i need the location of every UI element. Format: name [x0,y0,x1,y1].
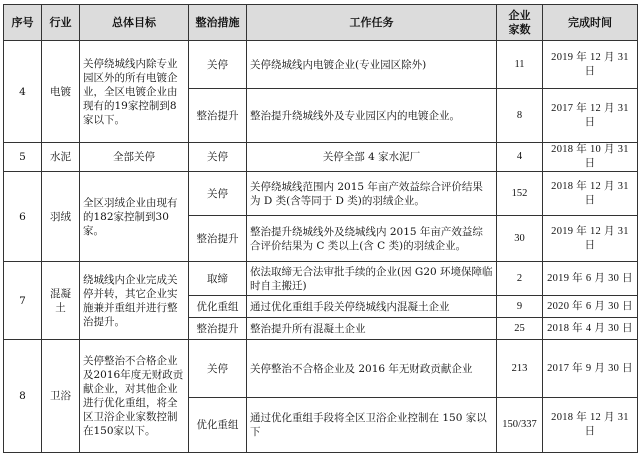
row-goal: 关停整治不合格企业及2016年度无财政贡献企业，对其他企业进行优化重组，将全区卫浴企业家数控制在150家以下。 [80,340,189,453]
header-no: 序号 [4,5,42,41]
header-industry: 行业 [42,5,80,41]
row-deadline: 2018 年 4 月 30 日 [543,318,638,340]
row-industry: 羽绒 [42,172,80,262]
row-count: 4 [497,143,543,172]
table-row [4,172,638,216]
row-task: 通过优化重组手段关停绕城线内混凝土企业 [247,296,497,318]
row-measure: 关停 [189,41,247,89]
row-no: 8 [4,340,42,453]
row-deadline: 2017 年 12 月 31 日 [543,89,638,143]
row-industry: 水泥 [42,143,80,172]
row-deadline: 2019 年 12 月 31 日 [543,216,638,262]
row-no: 7 [4,262,42,340]
row-measure: 优化重组 [189,398,247,453]
row-count: 213 [497,340,543,398]
row-deadline: 2018 年 12 月 31 日 [543,172,638,216]
row-count: 150/337 [497,398,543,453]
table-row [4,262,638,296]
row-no: 4 [4,41,42,143]
row-measure: 整治提升 [189,89,247,143]
row-count: 152 [497,172,543,216]
row-goal: 绕城线内企业完成关停并转，其它企业实施兼并重组并进行整治提升。 [80,262,189,340]
rectification-table [3,4,638,453]
row-deadline: 2019 年 6 月 30 日 [543,262,638,296]
row-task: 通过优化重组手段将全区卫浴企业控制在 150 家以下 [247,398,497,453]
row-count: 9 [497,296,543,318]
row-count: 30 [497,216,543,262]
row-count: 11 [497,41,543,89]
row-measure: 整治提升 [189,318,247,340]
header-row [4,5,638,41]
row-industry: 卫浴 [42,340,80,453]
row-measure: 优化重组 [189,296,247,318]
row-deadline: 2017 年 9 月 30 日 [543,340,638,398]
row-deadline: 2018 年 12 月 31 日 [543,398,638,453]
row-deadline: 2018 年 10 月 31 日 [543,143,638,172]
header-deadline: 完成时间 [543,5,638,41]
header-goal: 总体目标 [80,5,189,41]
row-deadline: 2020 年 6 月 30 日 [543,296,638,318]
row-industry: 混凝土 [42,262,80,340]
row-task: 关停整治不合格企业及 2016 年无财政贡献企业 [247,340,497,398]
row-no: 6 [4,172,42,262]
row-no: 5 [4,143,42,172]
header-count [497,5,543,41]
row-task: 依法取缔无合法审批手续的企业(因 G20 环境保障临时自主搬迁) [247,262,497,296]
row-task: 关停全部 4 家水泥厂 [247,143,497,172]
row-measure: 整治提升 [189,216,247,262]
row-task: 整治提升绕城线外及绕城线内 2015 年亩产效益综合评价结果为 C 类以上(含 C 类)的羽绒企业。 [247,216,497,262]
row-measure: 取缔 [189,262,247,296]
row-task: 整治提升绕城线外及专业园区内的电镀企业。 [247,89,497,143]
table-row [4,41,638,89]
row-goal: 全区羽绒企业由现有的182家控制到30家。 [80,172,189,262]
header-count-line2: 家数 [508,22,531,36]
row-count: 25 [497,318,543,340]
row-count: 8 [497,89,543,143]
row-count: 2 [497,262,543,296]
row-measure: 关停 [189,172,247,216]
row-industry: 电镀 [42,41,80,143]
header-measure: 整治措施 [189,5,247,41]
header-count-line1: 企业 [508,8,531,22]
table-row [4,340,638,398]
row-deadline: 2019 年 12 月 31 日 [543,41,638,89]
row-measure: 关停 [189,340,247,398]
table-row [4,143,638,172]
row-goal: 关停绕城线内除专业园区外的所有电镀企业，全区电镀企业由现有的19家控制到8家以下。 [80,41,189,143]
row-task: 整治提升所有混凝土企业 [247,318,497,340]
row-task: 关停绕城线范围内 2015 年亩产效益综合评价结果为 D 类(含等同于 D 类)的羽绒企业。 [247,172,497,216]
header-task: 工作任务 [247,5,497,41]
row-goal: 全部关停 [80,143,189,172]
row-task: 关停绕城线内电镀企业(专业园区除外) [247,41,497,89]
row-measure: 关停 [189,143,247,172]
